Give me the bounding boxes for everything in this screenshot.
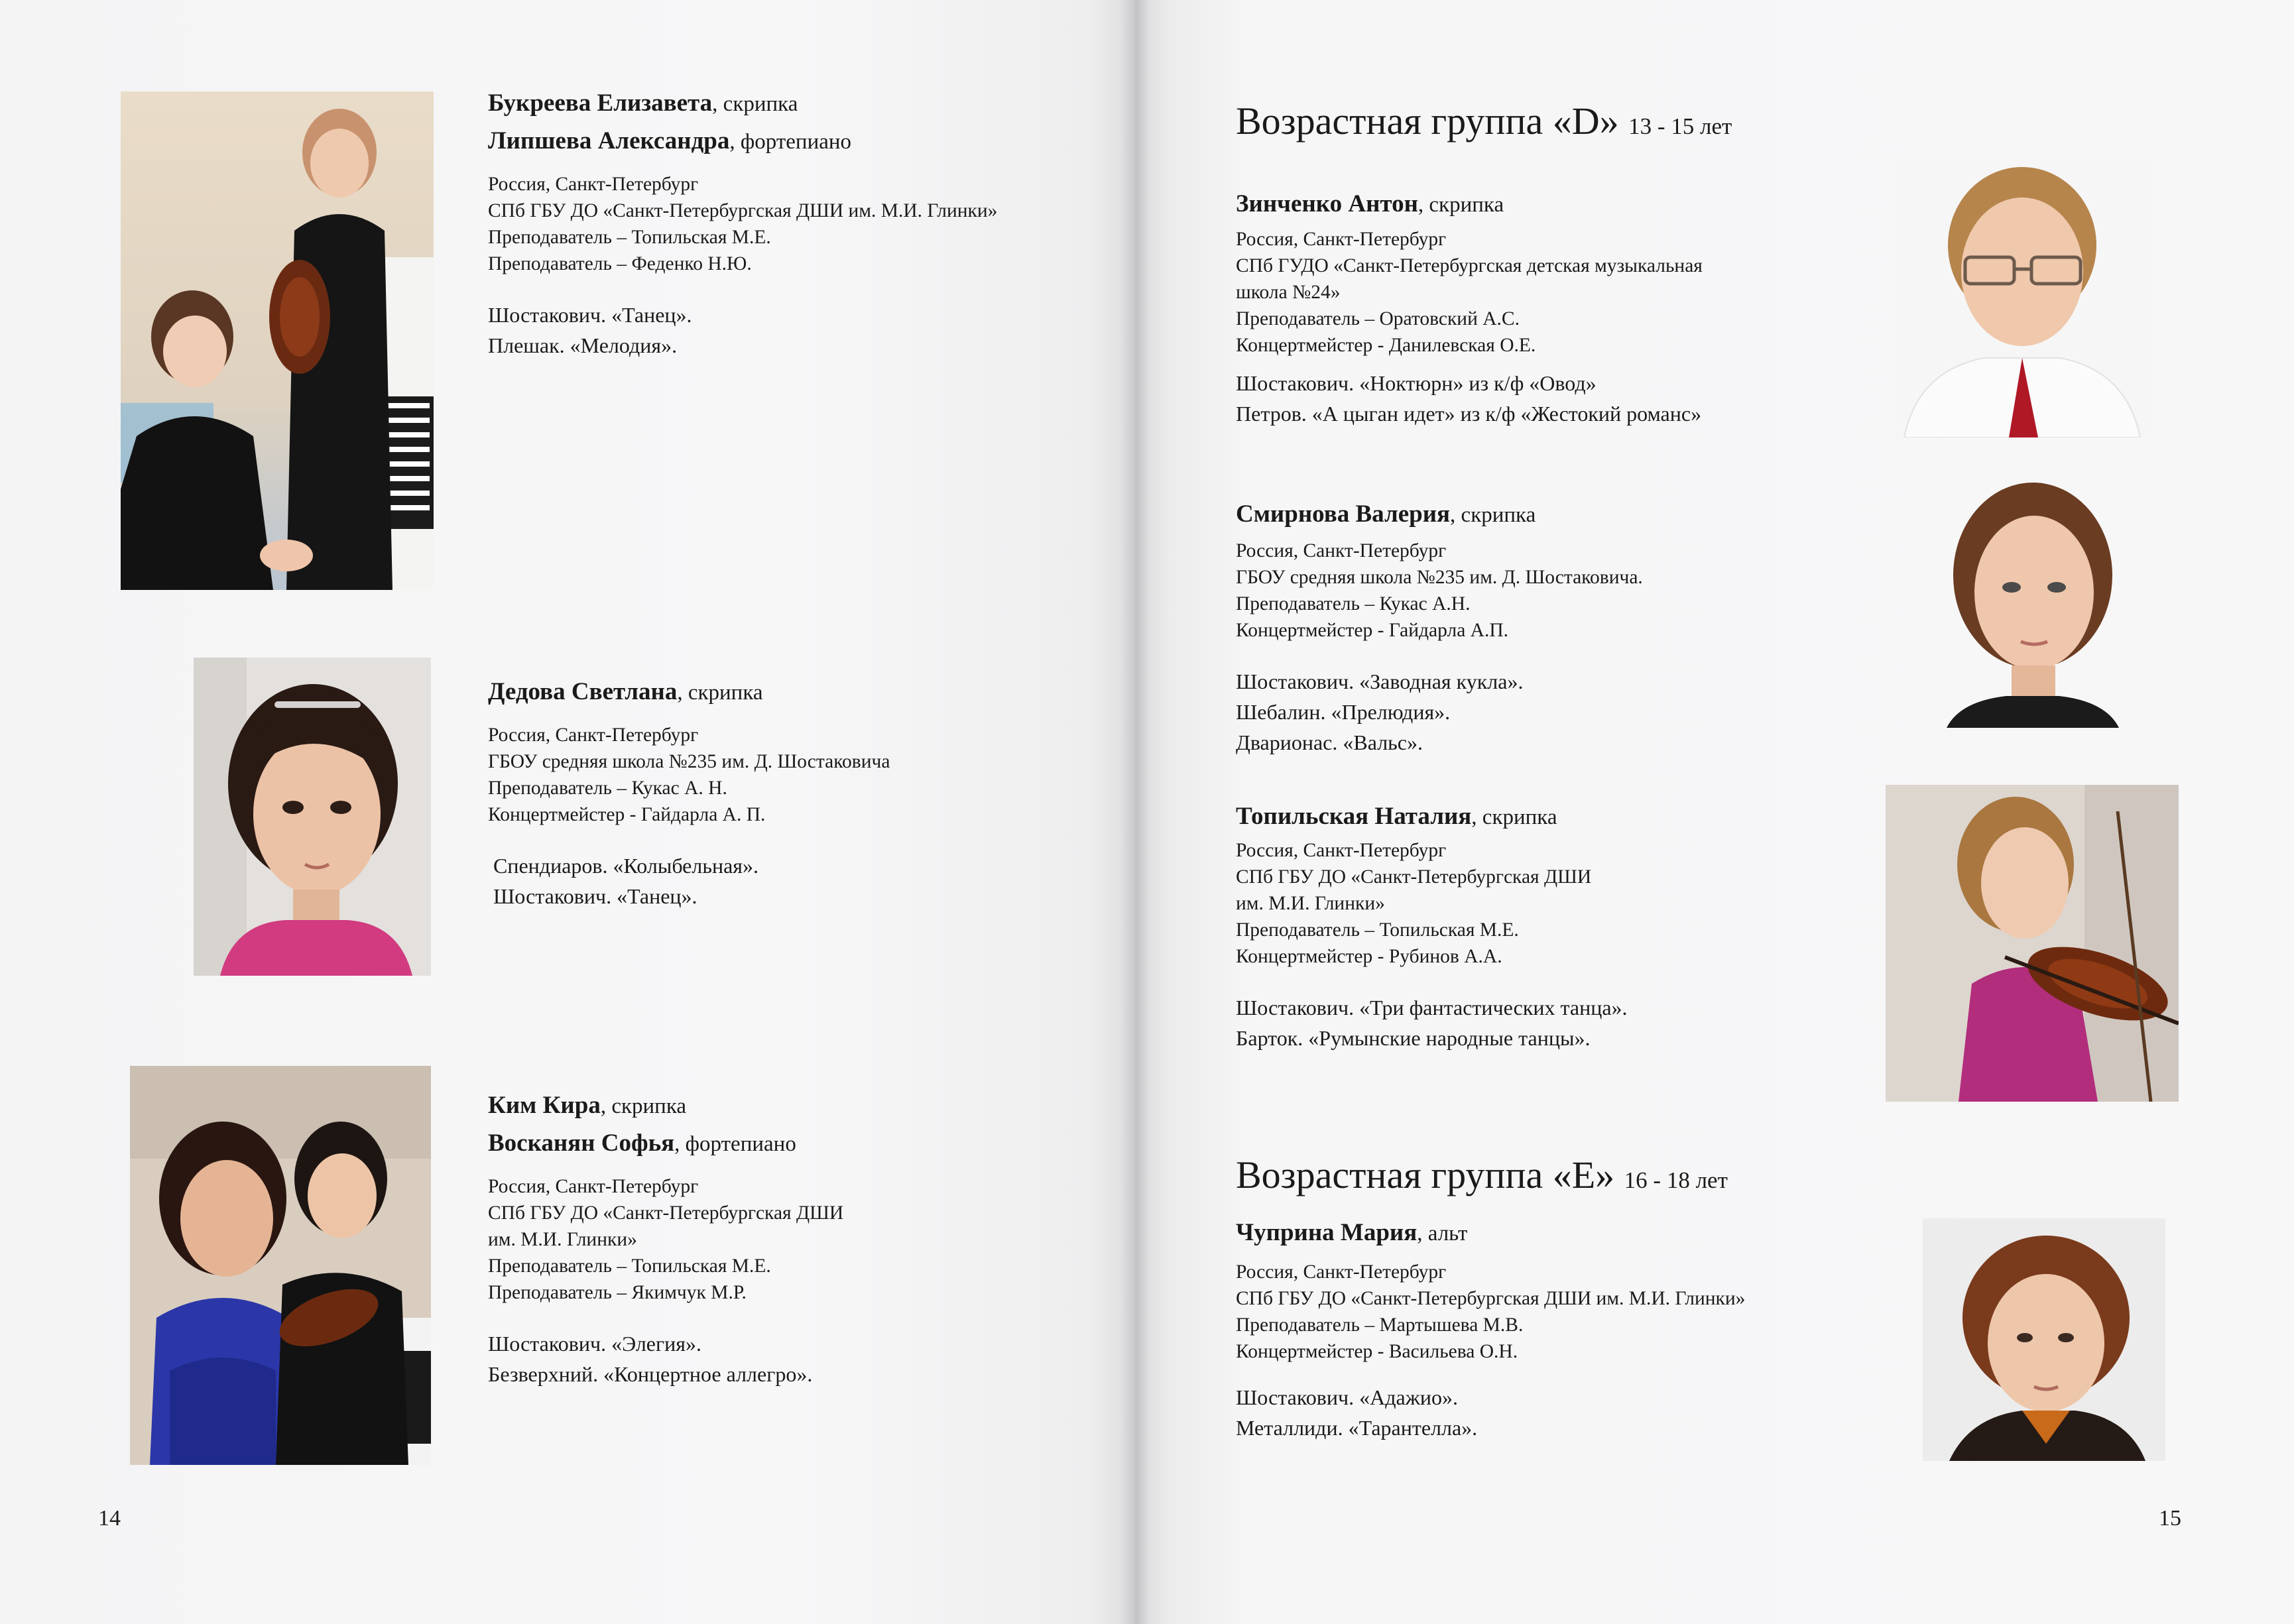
participant-info: Россия, Санкт-Петербург СПб ГУДО «Санкт-Петербургская детская музыкальная школа №24» Преподаватель – Оратовский А.С. Концертмейстер - Данилевская О.Е. <box>1236 229 1703 356</box>
participant-name-line: Топильская Наталия, скрипка <box>1236 803 1557 830</box>
portrait-girl-icon <box>1923 1218 2165 1461</box>
photo-smirnova <box>1933 476 2131 728</box>
left-page <box>0 0 1135 1624</box>
repertoire: Шостакович. «Ноктюрн» из к/ф «Овод» Петров. «А цыган идет» из к/ф «Жестокий романс» <box>1236 371 1702 426</box>
repertoire: Спендиаров. «Колыбельная». Шостакович. «Танец». <box>493 854 758 908</box>
photo-topilskaya <box>1886 785 2179 1102</box>
entry-smirnova <box>1236 496 1643 758</box>
participant-info: Россия, Санкт-Петербург СПб ГБУ ДО «Санкт-Петербургская ДШИ им. М.И. Глинки» Преподаватель – Мартышева М.В. Концертмейстер - Васильева О.Н. <box>1236 1261 1746 1362</box>
participant-name-line: Чуприна Мария, альт <box>1236 1219 1468 1246</box>
entry-dedova <box>488 673 890 911</box>
page-number: 15 <box>2159 1506 2181 1531</box>
entry-chuprina <box>1236 1214 1745 1443</box>
page-number: 14 <box>98 1506 121 1531</box>
portrait-violinist-icon <box>1886 785 2179 1102</box>
photo-bukreeva-lipsheva <box>121 91 434 590</box>
participant-info: Россия, Санкт-Петербург ГБОУ средняя школа №235 им. Д. Шостаковича Преподаватель – Кукас А. Н. Концертмейстер - Гайдарла А. П. <box>488 725 890 825</box>
photo-dedova <box>194 658 431 976</box>
entry-zinchenko <box>1236 186 1703 429</box>
repertoire: Шостакович. «Адажио». Металлиди. «Тарантелла». <box>1236 1385 1478 1440</box>
photo-chuprina <box>1923 1218 2165 1461</box>
age-group-heading: Возрастная группа «E» 16 - 18 лет <box>1236 1153 1728 1196</box>
age-group-heading: Возрастная группа «D» 13 - 15 лет <box>1236 99 1732 143</box>
participant-name-line: Дедова Светлана, скрипка <box>488 678 763 705</box>
participant-name-line: Смирнова Валерия, скрипка <box>1236 500 1536 528</box>
participant-info: Россия, Санкт-Петербург СПб ГБУ ДО «Санкт-Петербургская ДШИ им. М.И. Глинки» Преподаватель – Топильская М.Е. Преподаватель – Якимчук М.Р. <box>488 1176 844 1303</box>
participant-name-line: Зинченко Антон, скрипка <box>1236 190 1504 217</box>
participant-name-line: Восканян Софья, фортепиано <box>488 1130 796 1157</box>
repertoire: Шостакович. «Танец». Плешак. «Мелодия». <box>488 303 692 357</box>
participant-name-line: Букреева Елизавета, скрипка <box>488 89 798 117</box>
participant-info: Россия, Санкт-Петербург СПб ГБУ ДО «Санкт-Петербургская ДШИ им. М.И. Глинки» Преподаватель – Топильская М.Е. Преподаватель – Феденко Н.Ю. <box>488 174 998 274</box>
portrait-boy-glasses-icon <box>1891 159 2153 437</box>
repertoire: Шостакович. «Заводная кукла». Шебалин. «Прелюдия». Дварионас. «Вальс». <box>1236 669 1524 754</box>
portrait-girl-icon <box>1933 476 2131 728</box>
participant-name-line: Ким Кира, скрипка <box>488 1092 687 1119</box>
portrait-girl-icon <box>194 658 431 976</box>
participant-info: Россия, Санкт-Петербург ГБОУ средняя школа №235 им. Д. Шостаковича. Преподаватель – Кукас А.Н. Концертмейстер - Гайдарла А.П. <box>1236 540 1643 641</box>
participant-info: Россия, Санкт-Петербург СПб ГБУ ДО «Санкт-Петербургская ДШИ им. М.И. Глинки» Преподаватель – Топильская М.Е. Концертмейстер - Рубинов А.А. <box>1236 840 1592 967</box>
binding-gutter <box>1120 0 1150 1624</box>
entry-kim-voskanyan <box>488 1087 843 1389</box>
participant-name-line: Липшева Александра, фортепиано <box>488 127 852 154</box>
photo-zinchenko <box>1891 159 2153 437</box>
entry-bukreeva-lipsheva <box>488 85 997 361</box>
right-page <box>1135 0 2294 1624</box>
duo-portrait-icon <box>130 1066 431 1465</box>
duo-portrait-icon <box>121 91 434 590</box>
photo-kim-voskanyan <box>130 1066 431 1465</box>
entry-topilskaya <box>1236 798 1628 1053</box>
repertoire: Шостакович. «Три фантастических танца». Барток. «Румынские народные танцы». <box>1236 996 1628 1050</box>
repertoire: Шостакович. «Элегия». Безверхний. «Концертное аллегро». <box>488 1332 813 1386</box>
